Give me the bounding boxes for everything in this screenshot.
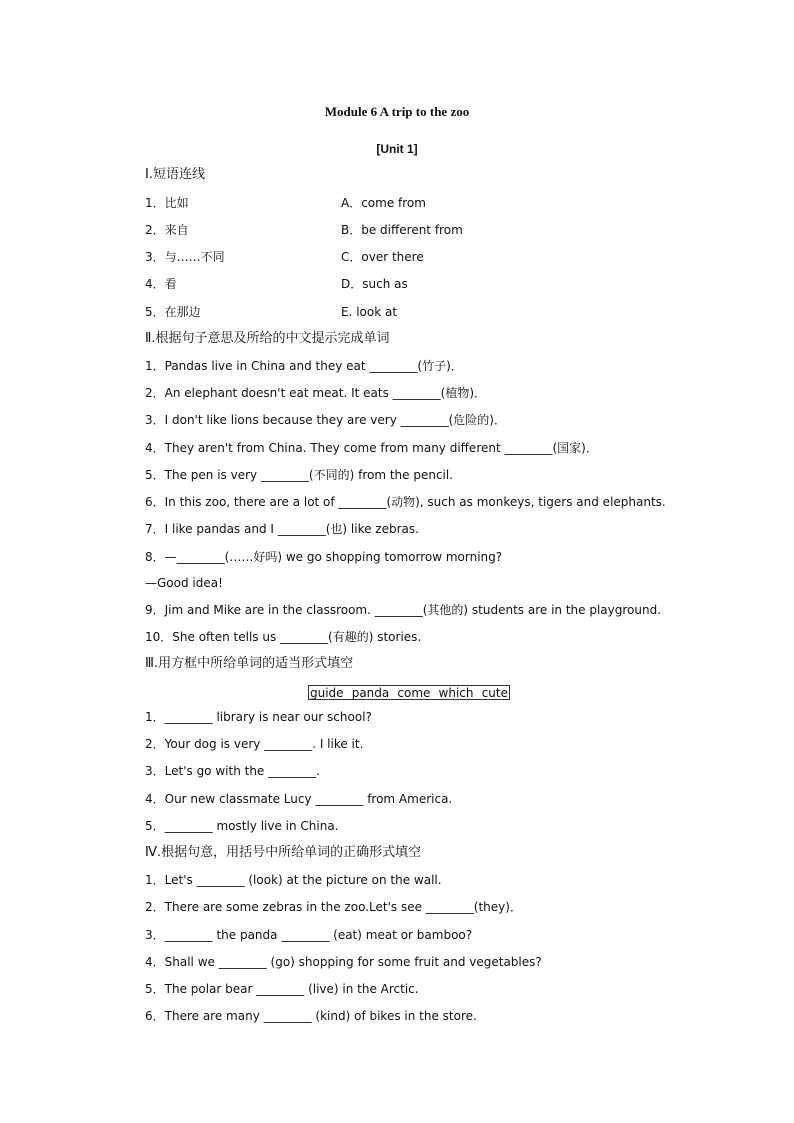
exercise-item: 2．Your dog is very ________. I like it. (145, 737, 364, 751)
match-left-item: 4．看 (145, 277, 177, 291)
word-bank-word: panda (351, 686, 390, 700)
exercise-item: 3．I don't like lions because they are very ________(危险的)． (145, 413, 506, 427)
exercise-item: 9．Jim and Mike are in the classroom. ________(其他的) students are in the playground. (145, 603, 662, 617)
word-bank-word: come (397, 686, 431, 700)
word-bank-word: which (438, 686, 474, 700)
word-bank-word: cute (481, 686, 508, 700)
exercise-item: 5．________ mostly live in China. (145, 819, 339, 833)
exercise-item: —Good idea! (145, 576, 223, 590)
exercise-item: 3．________ the panda ________ (eat) meat or bamboo? (145, 928, 473, 942)
unit-label: [Unit 1] (376, 142, 418, 156)
exercise-item: 10．She often tells us ________(有趣的) stories. (145, 630, 422, 644)
word-bank-word: guide (310, 686, 344, 700)
section-2-heading: Ⅱ.根据句子意思及所给的中文提示完成单词 (145, 331, 390, 346)
exercise-item: 6．There are many ________ (kind) of bikes in the store. (145, 1009, 477, 1023)
match-right-item: D．such as (341, 277, 408, 291)
word-bank-box (308, 685, 510, 700)
exercise-item: 6．In this zoo, there are a lot of ________(动物), such as monkeys, tigers and elephants. (145, 495, 666, 509)
page-title: Module 6 A trip to the zoo (324, 104, 470, 119)
match-left-item: 2．来自 (145, 223, 189, 237)
exercise-item: 2．An elephant doesn't eat meat. It eats ________(植物)． (145, 386, 487, 400)
exercise-item: 5．The polar bear ________ (live) in the Arctic. (145, 982, 419, 996)
match-left-item: 3．与……不同 (145, 250, 225, 264)
match-left-item: 5．在那边 (145, 305, 201, 319)
exercise-item: 5．The pen is very ________(不同的) from the pencil. (145, 468, 454, 482)
match-right-item: C．over there (341, 250, 424, 264)
exercise-item: 1．Let's ________ (look) at the picture on the wall. (145, 873, 442, 887)
exercise-item: 8．—________(……好吗) we go shopping tomorrow morning? (145, 550, 503, 564)
exercise-item: 4．Our new classmate Lucy ________ from America. (145, 792, 453, 806)
section-1-heading: Ⅰ.短语连线 (145, 167, 205, 182)
section-3-heading: Ⅲ.用方框中所给单词的适当形式填空 (145, 656, 354, 671)
exercise-item: 4．Shall we ________ (go) shopping for some fruit and vegetables? (145, 955, 542, 969)
exercise-item: 2．There are some zebras in the zoo.Let's see ________(they)． (145, 900, 522, 914)
match-right-item: B．be different from (341, 223, 463, 237)
exercise-item: 4．They aren't from China. They come from many different ________(国家)． (145, 441, 598, 455)
exercise-item: 3．Let's go with the ________. (145, 764, 320, 778)
section-4-heading: Ⅳ.根据句意，用括号中所给单词的正确形式填空 (145, 845, 422, 860)
exercise-item: 7．I like pandas and I ________(也) like zebras. (145, 522, 419, 536)
match-right-item: A．come from (341, 196, 426, 210)
exercise-item: 1．________ library is near our school? (145, 710, 372, 724)
exercise-item: 1．Pandas live in China and they eat ________(竹子)． (145, 359, 463, 373)
match-right-item: E. look at (341, 305, 398, 319)
match-left-item: 1．比如 (145, 196, 189, 210)
